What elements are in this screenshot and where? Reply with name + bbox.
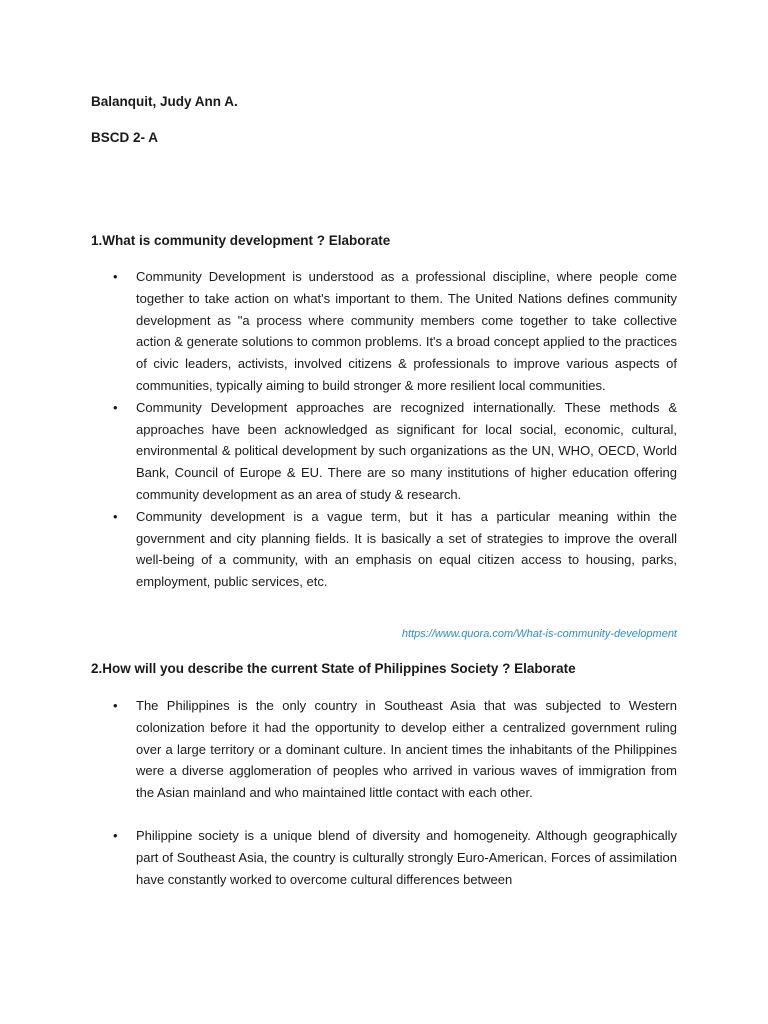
list-spacer [136,804,677,825]
bullet-icon: • [113,827,118,843]
list-item [113,825,677,890]
bullet-text: Community Development is understood as a professional discipline, where people come together to take action on what's important to them. The United Nations defines community development as "a process where community members come together to take collective action & generate solutions to common problems. It's a broad concept applied to the practices of civic leaders, activists, involved citizens & professionals to improve various aspects of communities, typically aiming to build stronger & more resilient local communities. [136,269,677,393]
bullet-icon: • [113,698,118,713]
question-1-answer-list [113,266,677,593]
bullet-text: Philippine society is a unique blend of diversity and homogeneity. Although geographically part of Southeast Asia, the country is culturally strongly Euro-American. Forces of assimilation have constantly worked to overcome cultural differences between [136,827,677,887]
bullet-text: The Philippines is the only country in Southeast Asia that was subjected to Western colonization before it had the opportunity to develop either a centralized government ruling over a large territory or a dominant culture. In ancient times the inhabitants of the Philippines were a diverse agglomeration of peoples who arrived in various waves of immigration from the Asian mainland and who maintained little contact with each other. [136,698,677,801]
question-1-heading: 1.What is community development ? Elaborate [91,233,391,248]
list-item [113,506,677,593]
question-2-answer-list [113,695,677,890]
source-link[interactable]: https://www.quora.com/What-is-community-development [401,628,677,640]
list-item [113,266,677,397]
list-item [113,695,677,804]
bullet-icon: • [113,269,118,284]
student-section: BSCD 2- A [91,130,159,145]
list-item [113,397,677,506]
student-name: Balanquit, Judy Ann A. [91,94,238,109]
bullet-icon: • [113,508,118,524]
bullet-icon: • [113,399,118,415]
bullet-text: Community development is a vague term, but it has a particular meaning within the government and city planning fields. It is basically a set of strategies to improve the overall well-being of a community, with an emphasis on equal citizen access to housing, parks, employment, public services, etc. [136,508,677,590]
bullet-text: Community Development approaches are recognized internationally. These methods & approaches have been acknowledged as significant for local social, economic, cultural, environmental & political development by such organizations as the UN, WHO, OECD, World Bank, Council of Europe & EU. There are so many institutions of higher education offering community development as an area of study & research. [136,399,677,502]
question-2-heading: 2.How will you describe the current State of Philippines Society ? Elaborate [91,661,576,676]
